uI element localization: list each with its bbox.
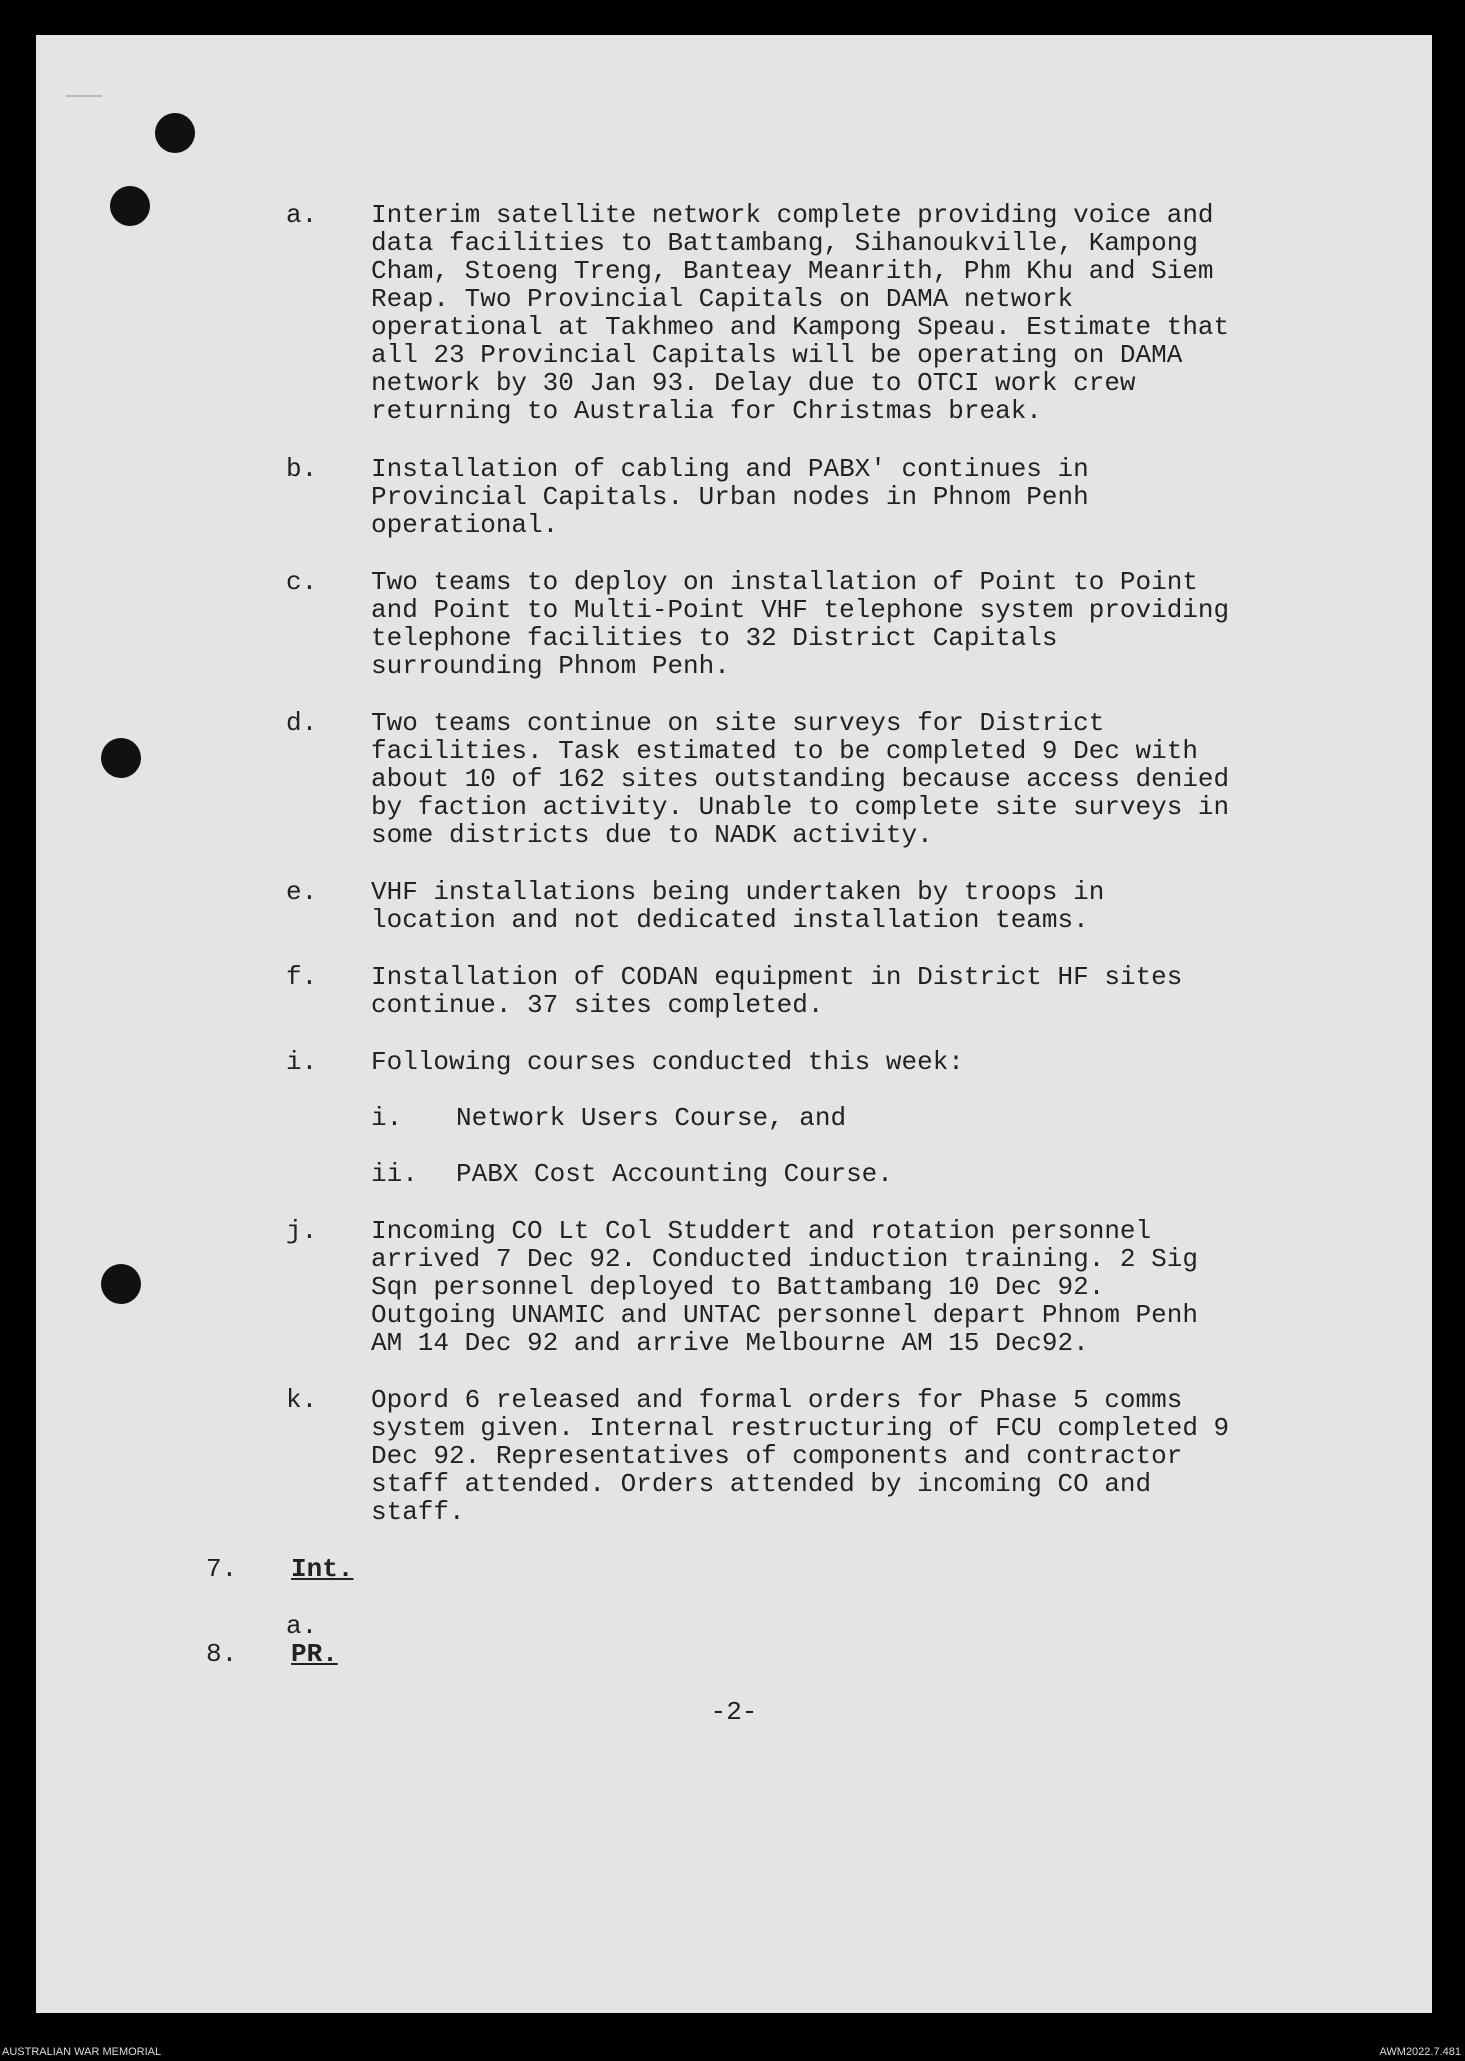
list-marker: j. xyxy=(286,1216,318,1246)
list-item-e xyxy=(286,878,1366,934)
section-title: PR. xyxy=(291,1639,338,1669)
list-item-text: Installation of cabling and PABX' continues in Provincial Capitals. Urban nodes in Phnom Penh operational. xyxy=(371,454,1089,540)
list-item-j xyxy=(286,1217,1366,1357)
punch-hole xyxy=(155,113,195,153)
list-item-text: Two teams continue on site surveys for District facilities. Task estimated to be completed 9 Dec with about 10 of 162 sites outstanding because access denied by faction activity. Unable to complete site surveys in some districts due to NADK activity. xyxy=(371,708,1230,850)
list-item-text: Opord 6 released and formal orders for Phase 5 comms system given. Internal restructuring of FCU completed 9 Dec 92. Representatives of components and contractor staff attended. Orders attended by incoming CO and staff. xyxy=(371,1385,1230,1527)
list-marker: e. xyxy=(286,877,318,907)
section-number: 7. xyxy=(206,1554,238,1584)
punch-hole xyxy=(110,186,150,226)
list-marker: d. xyxy=(286,708,318,738)
list-marker: i. xyxy=(286,1047,318,1077)
list-item-text: Two teams to deploy on installation of Point to Point and Point to Multi-Point VHF telephone system providing telephone facilities to 32 District Capitals surrounding Phnom Penh. xyxy=(371,567,1230,681)
list-item-c xyxy=(286,568,1366,680)
section-title: Int. xyxy=(291,1554,354,1584)
list-item-text: VHF installations being undertaken by troops in location and not dedicated installation teams. xyxy=(371,877,1105,935)
punch-hole xyxy=(101,738,141,778)
list-item-text: PABX Cost Accounting Course. xyxy=(456,1159,893,1189)
footer-archive-name: AUSTRALIAN WAR MEMORIAL xyxy=(2,2046,162,2058)
list-marker: f. xyxy=(286,962,318,992)
footer-catalog-number: AWM2022.7.481 xyxy=(1379,2046,1461,2058)
section-number: 8. xyxy=(206,1639,238,1669)
list-marker: a. xyxy=(286,200,318,230)
list-item-d xyxy=(286,709,1366,849)
list-marker: i. xyxy=(371,1103,403,1133)
list-marker: a. xyxy=(286,1611,318,1641)
list-item-text: Interim satellite network complete providing voice and data facilities to Battambang, Sihanoukville, Kampong Cham, Stoeng Treng, Banteay Meanrith, Phm Khu and Siem Reap. Two Provincial Capitals on DAMA network operational at Takhmeo and Kampong Speau. Estimate that all 23 Provincial Capitals will be operating on DAMA network by 30 Jan 93. Delay due to OTCI work crew returning to Australia for Christmas break. xyxy=(371,200,1230,426)
list-item-text: Following courses conducted this week: xyxy=(371,1047,964,1077)
list-item-text: Network Users Course, and xyxy=(456,1103,847,1133)
list-item-a xyxy=(286,201,1366,425)
punch-hole xyxy=(101,1264,141,1304)
page-number: -2- xyxy=(710,1697,758,1727)
list-marker: c. xyxy=(286,567,318,597)
list-item-f xyxy=(286,963,1366,1019)
document-page xyxy=(36,35,1432,2013)
list-marker: ii. xyxy=(371,1159,418,1189)
section-7-sub-item xyxy=(286,1612,317,1640)
list-item-i xyxy=(286,1048,1366,1076)
list-marker: b. xyxy=(286,454,318,484)
list-item-text: Incoming CO Lt Col Studdert and rotation personnel arrived 7 Dec 92. Conducted induction training. 2 Sig Sqn personnel deployed to Battambang 10 Dec 92. Outgoing UNAMIC and UNTAC personnel depart Phnom Penh AM 14 Dec 92 and arrive Melbourne AM 15 Dec92. xyxy=(371,1216,1198,1358)
sub-item-i xyxy=(371,1104,1371,1132)
sub-item-ii xyxy=(371,1160,1371,1188)
paper-mark xyxy=(66,95,102,97)
list-marker: k. xyxy=(286,1385,318,1415)
list-item-k xyxy=(286,1386,1366,1526)
list-item-text: Installation of CODAN equipment in District HF sites continue. 37 sites completed. xyxy=(371,962,1183,1020)
list-item-b xyxy=(286,455,1366,539)
